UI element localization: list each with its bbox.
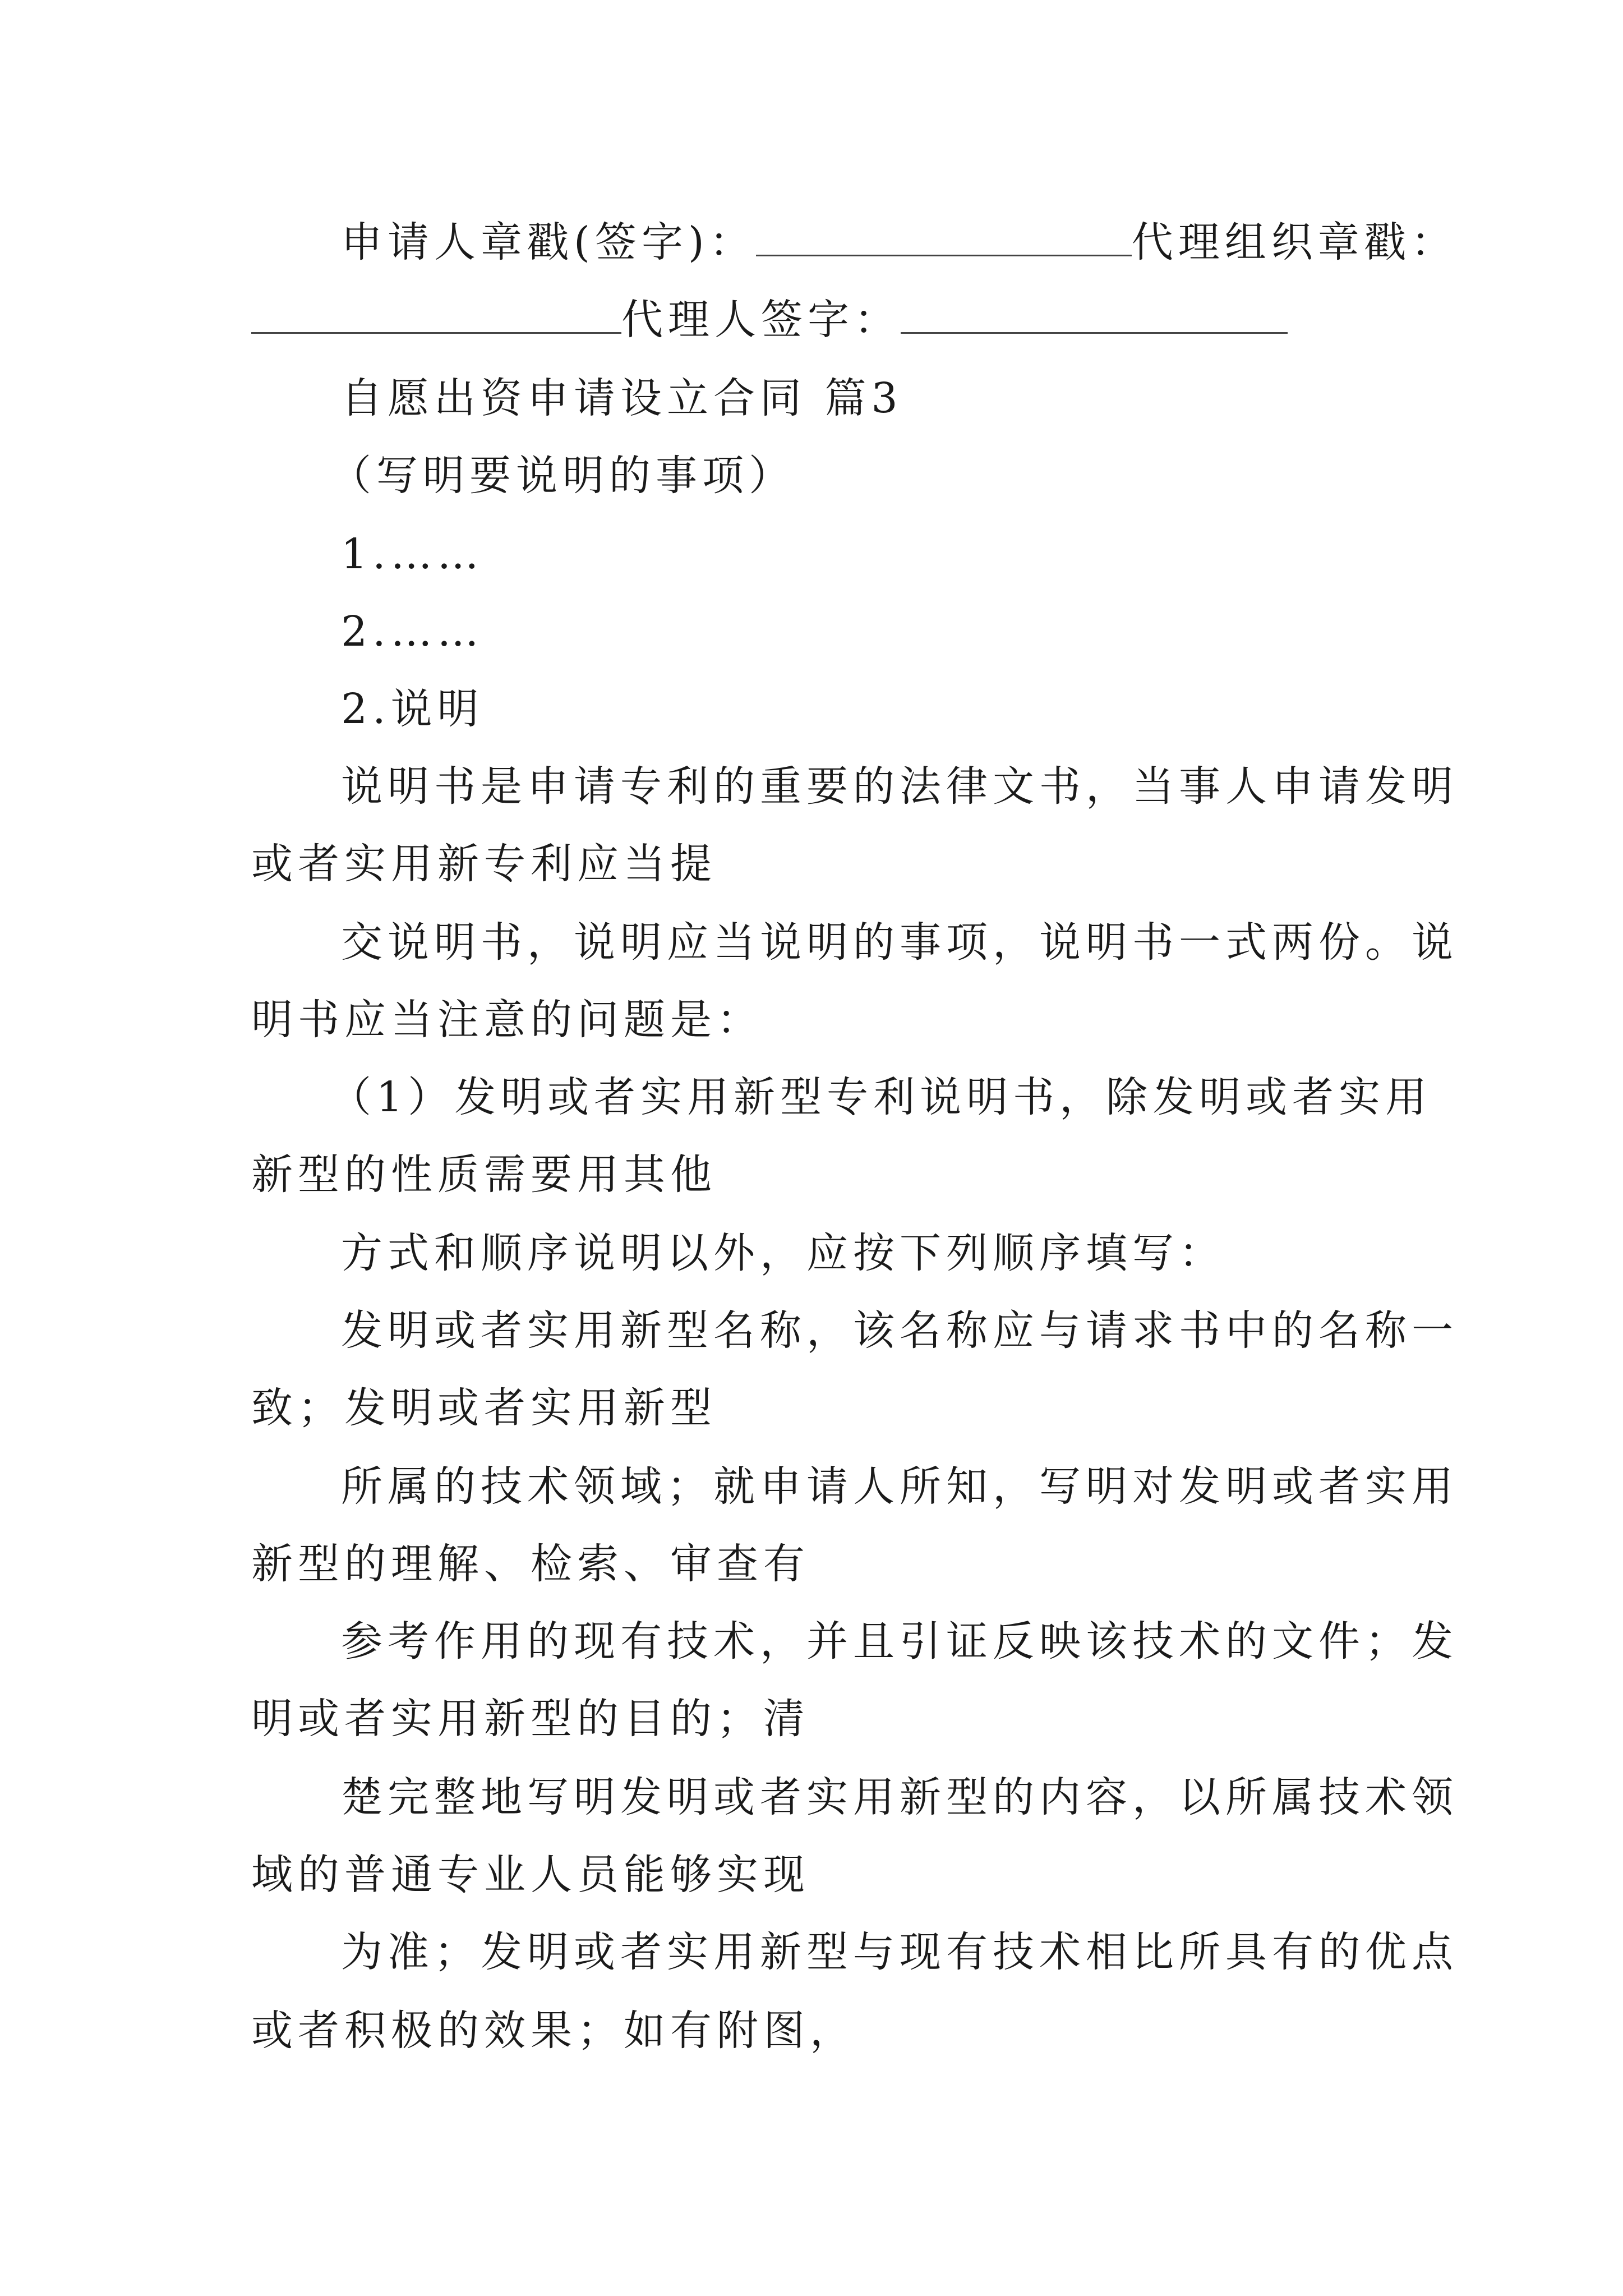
text-line: （1）发明或者实用新型专利说明书，除发明或者实用 [330,1073,1432,1121]
text-line: 或者积极的效果；如有附图， [251,2007,856,2055]
agency-seal-blank [251,298,621,334]
agency-seal-label: 代理组织章戳： [1131,218,1458,266]
text-line: 新型的理解、检索、审查有 [251,1540,810,1588]
agent-signature-label: 代理人签字： [621,296,901,344]
applicant-seal-label: 申请人章戳(签字)： [341,218,756,266]
text-line: 明或者实用新型的目的；清 [251,1695,810,1743]
text-line: 说明书是申请专利的重要的法律文书，当事人申请发明 [341,762,1458,811]
text-line: 新型的性质需要用其他 [251,1151,717,1199]
text-line: 为准；发明或者实用新型与现有技术相比所具有的优点 [341,1928,1458,1976]
text-line: 楚完整地写明发明或者实用新型的内容，以所属技术领 [341,1773,1458,1821]
section-title: 自愿出资申请设立合同 篇3 [341,374,903,422]
text-line: 2.说明 [341,685,484,733]
text-line: 发明或者实用新型名称，该名称应与请求书中的名称一 [341,1306,1458,1355]
text-line: （写明要说明的事项） [330,452,795,500]
agent-signature-blank [901,298,1288,334]
text-line: 或者实用新专利应当提 [251,840,717,888]
text-line: 参考作用的现有技术，并且引证反映该技术的文件；发 [341,1617,1458,1665]
text-line: 1.…… [341,530,484,578]
text-line: 方式和顺序说明以外，应按下列顺序填写： [341,1229,1225,1277]
signature-line-1 [341,214,1458,270]
signature-line-2 [251,292,1288,348]
text-line: 致；发明或者实用新型 [251,1384,717,1432]
text-line: 明书应当注意的问题是： [251,996,763,1044]
text-line: 交说明书，说明应当说明的事项，说明书一式两份。说 [341,918,1458,967]
text-line: 所属的技术领域；就申请人所知，写明对发明或者实用 [341,1462,1458,1511]
text-line: 域的普通专业人员能够实现 [251,1851,810,1899]
applicant-signature-blank [756,221,1132,256]
text-line: 2.…… [341,608,484,656]
